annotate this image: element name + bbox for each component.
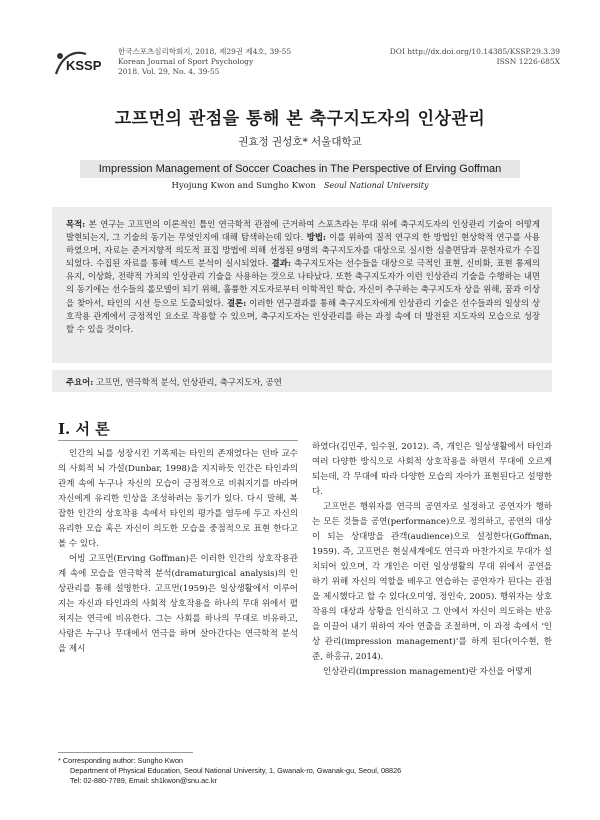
journal-line: 한국스포츠심리학회지, 2018, 제29권 제4호, 39-55 bbox=[118, 47, 292, 56]
abstract-result: 축구지도자는 선수들을 대상으로 극적인 표현, 신비화, 표현 통제의 유지, 이상화, 전략적 가치의 인상관리 기술을 사용하는 것으로 나타났다. 또한 축구지도자가 이런 인상관리 기술을 수행하는 내면의 동기에는 선수들의 롤모델이 되기 위해, 훌륭한 지도자로부터 이학적인 학습, 자신이 추구하는 축구지도자 상을 위해, 꿈과 이상을 찾아서, 타인의 시선 등으로 도출되었다. bbox=[66, 258, 540, 308]
body-paragraph: 고프먼은 행위자를 연극의 공연자로 설정하고 공연자가 행하는 모든 것들을 공연(performance)으로 정의하고, 공연의 대상이 되는 상대방을 관객(audience)으로 설정한다(Goffman, 1959). 즉, 고프먼은 현실세계에도 연극과 마찬가지로 무대가 설치되어 있으며, 각 개인은 이런 일상생활의 무대 위에서 공연을 하기 위해 자신의 역할을 배우고 연습하는 공연자가 된다는 관점을 제시했다고 할 수 있다(오미영, 정인숙, 2005). 행위자는 상호작용의 대상과 상황을 인식하고 그 안에서 자신이 의도하는 반응을 이끌어 내기 위하여 자아 연출을 조절하며, 이 과정 속에서 ‘인상 관리(impression management)’를 하게 된다(이수현, 한준, 하홍규, 2014). bbox=[312, 502, 552, 662]
authors-korean: 권효정 권성호* 서울대학교 bbox=[238, 136, 362, 148]
body-paragraph: 인상관리(impression management)란 자신을 어떻게 bbox=[323, 667, 532, 677]
abstract-label-conclusion: 결론: bbox=[223, 297, 247, 308]
footnote-address: Department of Physical Education, Seoul National University, 1, Gwanak-ro, Gwanak-gu, Seoul, 08826 bbox=[70, 766, 402, 775]
abstract-label-result: 결과: bbox=[268, 258, 291, 269]
keywords-text: 고프먼, 연극학적 분석, 인상관리, 축구지도자, 공연 bbox=[93, 377, 282, 387]
abstract-label-method: 방법: bbox=[303, 232, 327, 243]
issn-line: ISSN 1226-685X bbox=[496, 57, 560, 66]
abstract-method: 이를 위하여 질적 연구의 한 방법인 현상학적 연구를 사용하였으며, 자료는 준거지향적 의도적 표집 방법에 의해 선정된 9명의 축구지도자를 대상으로 실시한 심층면담과 문헌자료가 수집되었다. 수집된 자료를 통해 텍스트 분석이 실시되었다. bbox=[66, 232, 540, 269]
body-paragraph: 하였다(김민주, 임수원, 2012). 즉, 개인은 일상생활에서 타인과 여러 다양한 방식으로 사회적 상호작용을 하면서 무대에 오르게 되는데, 각 무대에 따라 다양한 모습의 자아가 표현된다고 설명한다. bbox=[312, 442, 552, 497]
body-right-column bbox=[312, 440, 552, 680]
authors-english bbox=[0, 181, 600, 191]
keywords bbox=[66, 376, 282, 388]
body-paragraph: 인간의 뇌를 성장시킨 기폭제는 타인의 존재였다는 던바 교수의 사회적 뇌 가설(Dunbar, 1998)을 지지하듯 인간은 타인과의 관계 속에 누구나 자신의 모습이 긍정적으로 비춰지기를 바라며 자신에게 유리한 인상을 조성하려는 동기가 있다. 다시 말해, 복잡한 인간의 상호작용 속에서 타인의 평가를 염두에 두고 자신의 유리한 모습 혹은 자신이 의도한 모습을 중점적으로 표현 한다고 볼 수 있다. bbox=[58, 449, 298, 549]
paper-title: 고프먼의 관점을 통해 본 축구지도자의 인상관리 bbox=[114, 109, 486, 129]
footnote-author: * Corresponding author: Sungho Kwon bbox=[58, 756, 183, 765]
abstract-purpose: 본 연구는 고프먼의 이론적인 틀인 연극학적 관점에 근거하여 스포츠라는 무대 위에 축구지도자의 인상관리 기술이 어떻게 발현되는지, 그 기술의 동기는 무엇인지에 대해 탐색하는데 있다. bbox=[66, 219, 540, 243]
journal-line: 2018. Vol. 29, No. 4, 39-55 bbox=[118, 67, 220, 76]
body-left-column bbox=[58, 447, 298, 657]
abstract-label-purpose: 목적: bbox=[66, 219, 86, 229]
body-paragraph: 어빙 고프먼(Erving Goffman)은 이러한 인간의 상호작용관계 속에 모습을 연극학적 분석(dramaturgical analysis)의 인상관리를 통해 설명한다. 고프먼(1959)은 일상생활에서 이루어지는 자신과 타인과의 사회적 상호작용을 하나의 무대 위에서 펼쳐지는 연극에 비유한다. 그는 사회를 하나의 무대로 비유하고, 사람은 누구나 무대에서 연극을 하며 살아간다는 연극학적 분석을 제시 bbox=[58, 554, 298, 654]
abstract bbox=[66, 218, 540, 336]
section-heading: I. 서 론 bbox=[58, 420, 110, 438]
footnote bbox=[58, 756, 401, 786]
logo-text: KSSP bbox=[66, 58, 102, 73]
journal-line: Korean Journal of Sport Psychology bbox=[118, 57, 254, 66]
journal-info bbox=[118, 47, 291, 77]
footnote-divider bbox=[58, 752, 193, 753]
footnote-contact: Tel: 02-880-7789, Email: sh1kwon@snu.ac.kr bbox=[70, 776, 217, 785]
doi-line: DOI http://dx.doi.org/10.14385/KSSP.29.3.39 bbox=[389, 47, 560, 56]
author-names: Hyojung Kwon and Sungho Kwon bbox=[171, 181, 316, 191]
affiliation: Seoul National University bbox=[323, 181, 429, 190]
keywords-label: 주요어: bbox=[66, 377, 94, 387]
journal-logo bbox=[52, 48, 106, 78]
paper-title-english: Impression Management of Soccer Coaches in The Perspective of Erving Goffman bbox=[98, 163, 502, 175]
abstract-conclusion: 이러한 연구결과를 통해 축구지도자에게 인상관리 기술은 선수들과의 일상의 상호작용 관계에서 긍정적인 요소로 작용할 수 있으며, 축구지도자는 인상관리를 하는 과정 속에 더 발전된 지도자의 모습으로 성장할 수 있을 것이다. bbox=[66, 297, 540, 334]
doi-info bbox=[390, 47, 560, 67]
section-divider bbox=[58, 440, 298, 441]
